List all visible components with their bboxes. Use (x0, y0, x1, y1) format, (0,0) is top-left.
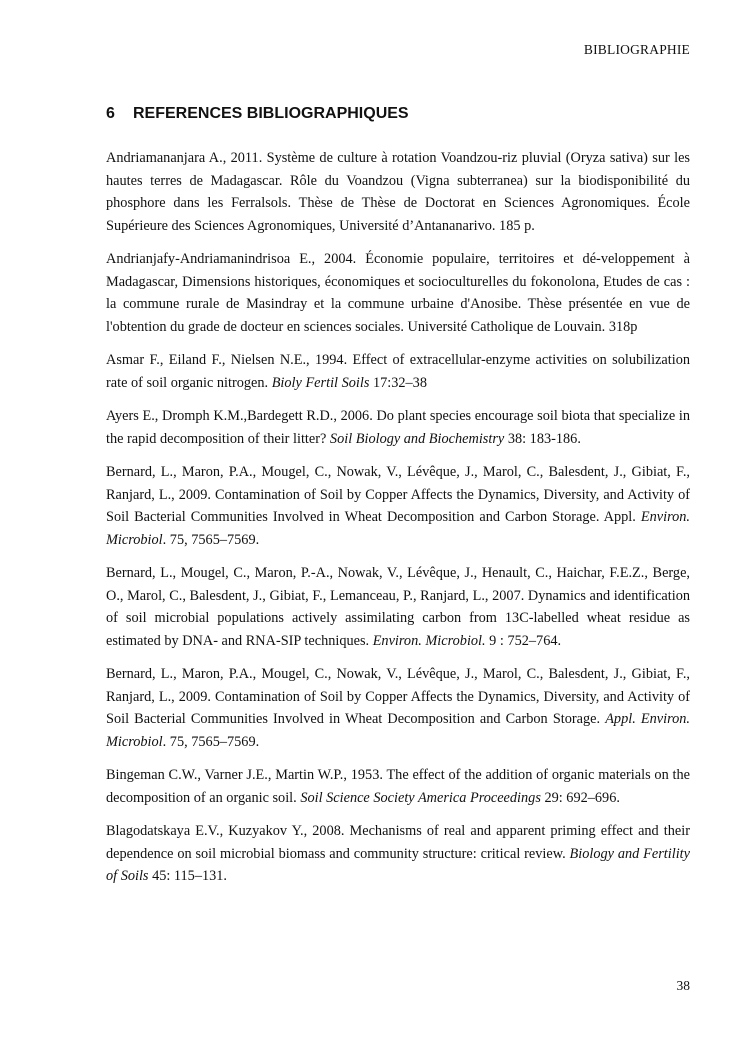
reference-text: Bernard, L., Maron, P.A., Mougel, C., Nowak, V., Lévêque, J., Marol, C., Balesdent, J., Gibiat, F., Ranjard, L., 2009. Contamination of Soil by Copper Affects the Dynamics, Diversity, and Activity of Soil Bacterial Communities Involved in Wheat Decomposition and Carbon Storage. Appl. (106, 464, 690, 525)
reference-text: Blagodatskaya E.V., Kuzyakov Y., 2008. Mechanisms of real and apparent priming effect and their dependence on soil microbial biomass and community structure: critical review. (106, 823, 690, 862)
reference-list (106, 147, 690, 899)
reference-text: 45: 115–131. (148, 868, 228, 884)
running-header: BIBLIOGRAPHIE (583, 42, 690, 57)
reference-text: . 75, 7565–7569. (162, 733, 260, 750)
reference-text: 38: 183-186. (504, 430, 581, 447)
reference-entry (106, 461, 690, 551)
reference-italic-text: Appl. Environ. Microbiol (106, 711, 690, 750)
reference-entry (106, 405, 690, 450)
reference-entry (106, 764, 690, 809)
section-title: REFERENCES BIBLIOGRAPHIQUES (133, 105, 409, 122)
reference-text: Bernard, L., Maron, P.A., Mougel, C., Nowak, V., Lévêque, J., Marol, C., Balesdent, J., Gibiat, F., Ranjard, L., 2009. Contamination of Soil by Copper Affects the Dynamics, Diversity, and Activity of Soil Bacterial Communities Involved in Wheat Decomposition and Carbon Storage. (106, 666, 690, 727)
reference-entry (106, 147, 690, 237)
reference-text: 9 : 752–764. (485, 632, 562, 649)
reference-entry (106, 562, 690, 652)
reference-text: Bernard, L., Mougel, C., Maron, P.-A., Nowak, V., Lévêque, J., Henault, C., Haichar, F.E.Z., Berge, O., Marol, C., Balesdent, J., Gibiat, F., Lemanceau, P., Ranjard, L., 2007. Dynamics and identification of soil microbial populations actively assimilating carbon from 13C-labelled wheat residue as estimated by DNA- and RNA-SIP techniques. (106, 565, 690, 649)
page-number: 38 (676, 978, 690, 993)
reference-text: Asmar F., Eiland F., Nielsen N.E., 1994. Effect of extracellular-enzyme activities on solubilization rate of soil organic nitrogen. (106, 352, 690, 391)
reference-italic-text: Soil Biology and Biochemistry (329, 430, 505, 447)
reference-text: Bingeman C.W., Varner J.E., Martin W.P., 1953. The effect of the addition of organic materials on the decomposition of an organic soil. (106, 767, 690, 806)
reference-entry (106, 820, 690, 888)
reference-entry (106, 349, 690, 394)
reference-text: 29: 692–696. (540, 789, 620, 806)
section-heading (106, 105, 696, 123)
reference-italic-text: Bioly Fertil Soils (271, 374, 370, 391)
reference-text: Ayers E., Dromph K.M.,Bardegett R.D., 2006. Do plant species encourage soil biota that specialize in the rapid decomposition of their litter? (106, 408, 690, 447)
reference-entry (106, 248, 690, 338)
reference-text: . 75, 7565–7569. (162, 531, 260, 548)
reference-italic-text: Environ. Microbiol. (372, 632, 486, 649)
reference-italic-text: Environ. Microbiol (106, 509, 690, 548)
reference-italic-text: Biology and Fertility of Soils (106, 845, 690, 884)
reference-italic-text: Soil Science Society America Proceedings (300, 789, 541, 806)
section-number: 6 (106, 105, 115, 122)
reference-entry (106, 663, 690, 753)
reference-text: 17:32–38 (369, 374, 427, 391)
reference-text: Andrianjafy-Andriamanindrisoa E., 2004. Économie populaire, territoires et dé-veloppement à Madagascar, Dimensions historiques, économiques et socioculturelles du fokonolona, Etudes de cas : la commune rurale de Masindray et la commune urbaine d'Anosibe. Thèse présentée en vue de l'obtention du grade de docteur en sciences sociales. Université Catholique de Louvain. 318p (106, 251, 690, 335)
reference-text: Andriamananjara A., 2011. Système de culture à rotation Voandzou-riz pluvial (Oryza sativa) sur les hautes terres de Madagascar. Rôle du Voandzou (Vigna subterranea) sur la biodisponibilité du phosphore dans les Ferralsols. Thèse de Thèse de Doctorat en Sciences Agronomiques. École Supérieure des Sciences Agronomiques, Université d’Antananarivo. 185 p. (106, 150, 690, 234)
